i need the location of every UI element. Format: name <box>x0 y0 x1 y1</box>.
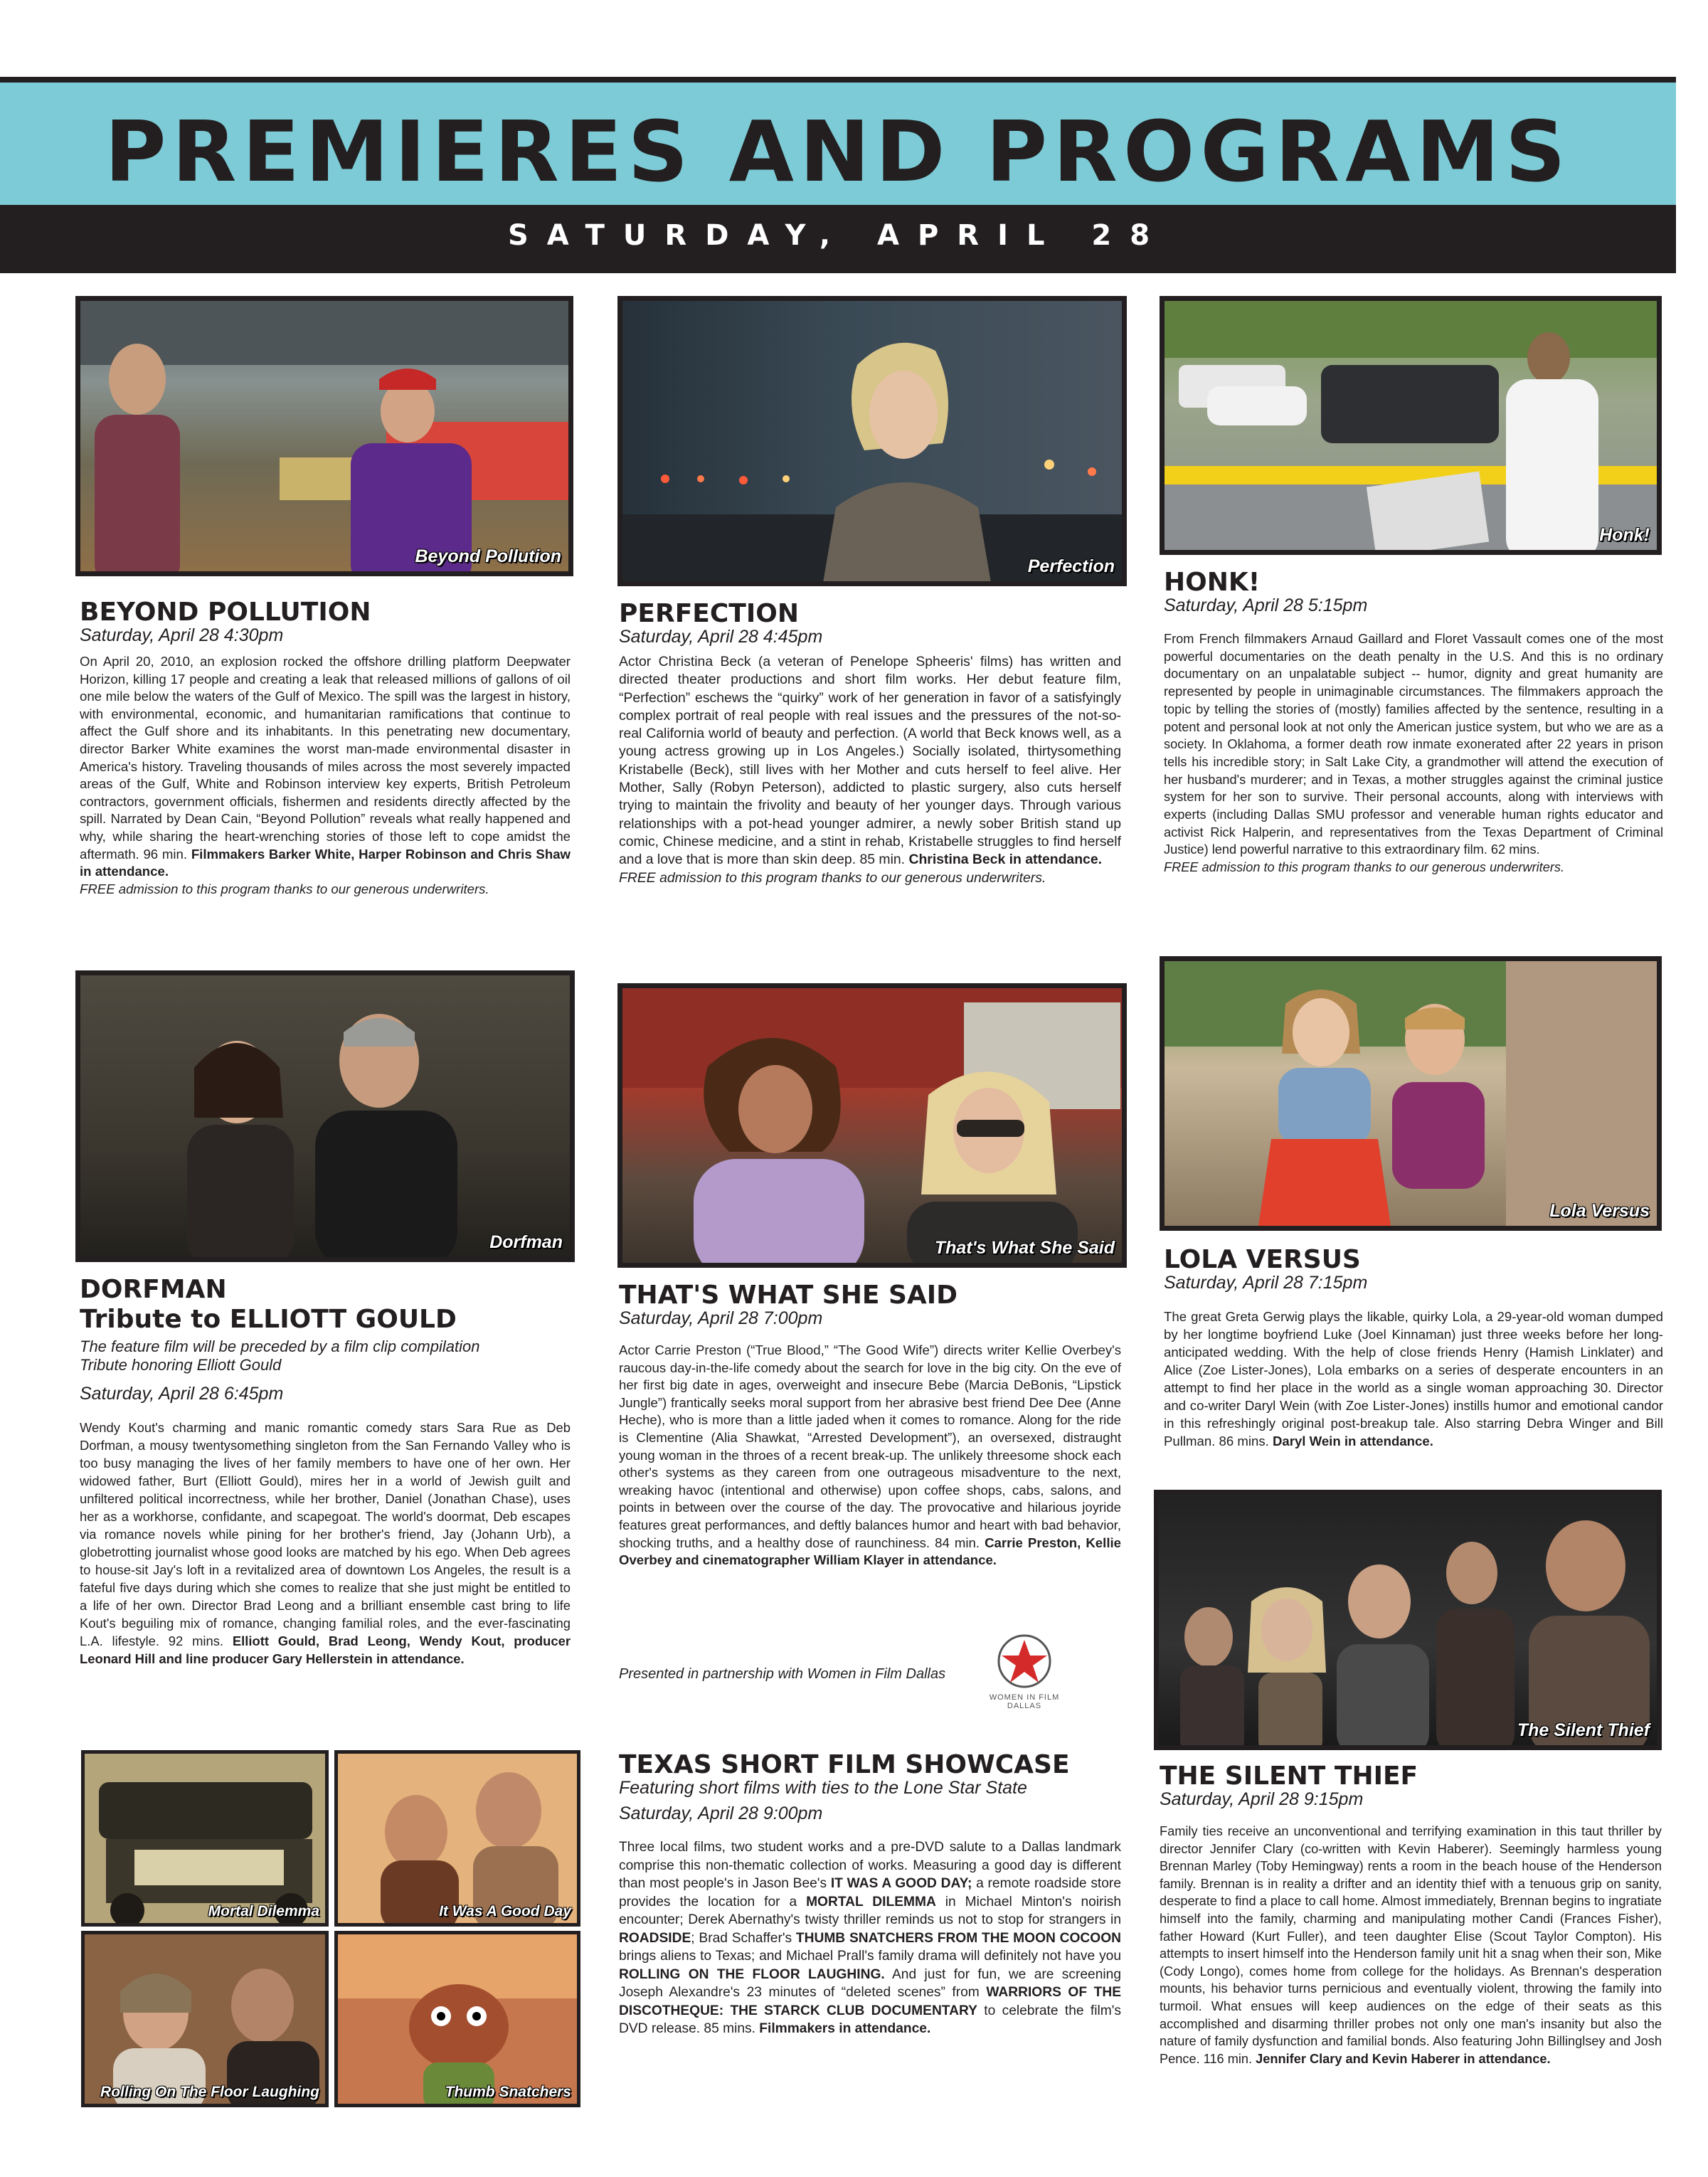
beyond-pollution-photo <box>75 296 573 576</box>
perfection-time: Saturday, April 28 4:45pm <box>619 627 823 647</box>
perfection-image <box>622 301 1127 586</box>
texas-film-mortal-dilemma: MORTAL DILEMMA <box>806 1894 936 1909</box>
mortal-dilemma-image <box>85 1754 329 1927</box>
silent-thief-time: Saturday, April 28 9:15pm <box>1160 1789 1364 1809</box>
beyond-pollution-caption: Beyond Pollution <box>415 546 561 566</box>
texas-film-rolling: ROLLING ON THE FLOOR LAUGHING. <box>619 1966 885 1982</box>
honk-photo <box>1160 296 1662 555</box>
beyond-pollution-description <box>80 653 571 898</box>
perfection-note: FREE admission to this program thanks to our generous underwriters. <box>619 869 1046 886</box>
women-in-film-star-icon <box>996 1633 1053 1690</box>
perfection-description <box>619 653 1121 887</box>
honk-text: From French filmmakers Arnaud Gaillard and Floret Vassault comes one of the most powerful documentaries on the death penalty in the U.S. And this is no ordinary documentary on an unpalatable subject -- humor, dignity and great humanity are represented by people in unimaginable circumstances. The filmmakers approach the topic by telling the stories of (mostly) families affected by the sentence, resulting in a potent and personal look at not only the American justice system, but who we are as a society. In Oklahoma, a former death row inmate exonerated after 22 years in prison tells his incredible story; in Salt Lake City, a grandmother will attend the execution of her husband's murderer; and in Texas, a mother struggles against the criminal justice system for her son to survive. Their personal accounts, along with interviews with experts (including Dallas SMU professor and venerable human rights educator and activist Rick Halperin, and representatives from the Texas Department of Criminal Justice) lend powerful narrative to this extraordinary film. 62 mins. <box>1164 632 1663 857</box>
texas-showcase-title: TEXAS SHORT FILM SHOWCASE <box>619 1750 1070 1779</box>
thats-what-she-said-title: THAT'S WHAT SHE SAID <box>619 1281 958 1310</box>
texas-showcase-subtitle: Featuring short films with ties to the Lone Star State <box>619 1778 1027 1798</box>
thats-what-she-said-image <box>622 988 1127 1268</box>
dorfman-image <box>80 975 575 1262</box>
dorfman-description <box>80 1419 571 1668</box>
beyond-pollution-text: On April 20, 2010, an explosion rocked the offshore drilling platform Deepwater Horizon, killing 17 people and creating a leak that released millions of gallons of oil one mile below the waters of the Gulf of Mexico. The spill was the largest in history, with environmental, economic, and humanitarian ramifications that continue to affect the Gulf shore and its inhabitants. In this penetrating new documentary, director Barker White examines the worst man-made environmental disaster in America's history. Traveling thousands of miles across the most severely impacted areas of the Gulf, White and Robinson interview key experts, British Petroleum contractors, government officials, fishermen and residents directly affected by the spill. Narrated by Dean Cain, “Beyond Pollution” reveals what really happened and why, while sharing the heart-wrenching stories of those left to cope amidst the aftermath. 96 min. <box>80 654 571 862</box>
honk-image <box>1165 301 1662 555</box>
lola-versus-caption: Lola Versus <box>1549 1201 1650 1221</box>
mortal-dilemma-photo <box>81 1750 329 1927</box>
texas-film-thumb-snatchers: THUMB SNATCHERS FROM THE MOON COCOON <box>795 1930 1121 1946</box>
silent-thief-text: Family ties receive an unconventional and terrifying examination in this taut thriller by director Jennifer Clary (co-written with Kevin Haberer). Seemingly harmless young Brennan Marley (Toby Hemingway) rents a room in the beach house of the Henderson family. Brennan is in reality a drifter and an identity thief with a tenuous grip on sanity, desperate to find a place to call home. Almost immediately, Brennan begins to ingratiate himself into the family, charming and manipulating mother Candi (Frances Fisher), father Howard (Kurt Fuller), and teen daughter Elise (Scout Taylor Compton). His attempts to insert himself into the Henderson family unit hit a snag when their son, Mike (Cody Longo), comes home from college for the holidays. As Brennan's desperation mounts, his behavior turns pernicious and eventually violent, throwing the family into turmoil. What ensues will keep audiences on the edge of their seats as this accomplished and disarming thriller probes not only one man's insanity but also the nature of family dysfunction and familial bonds. Also featuring John Billinglsey and Josh Pence. 116 min. <box>1160 1824 1662 2066</box>
silent-thief-description <box>1160 1823 1662 2067</box>
thats-what-she-said-photo <box>617 983 1127 1268</box>
rolling-on-the-floor-laughing-photo <box>81 1931 329 2107</box>
silent-thief-attendance: Jennifer Clary and Kevin Haberer in attendance. <box>1256 2051 1551 2066</box>
lola-versus-title: LOLA VERSUS <box>1164 1245 1361 1274</box>
honk-caption: Honk! <box>1599 525 1650 545</box>
women-in-film-logo <box>982 1633 1067 1711</box>
lola-versus-attendance: Daryl Wein in attendance. <box>1272 1434 1433 1448</box>
it-was-a-good-day-image <box>338 1754 580 1927</box>
perfection-title: PERFECTION <box>619 599 799 628</box>
lola-versus-image <box>1165 961 1662 1231</box>
beyond-pollution-title: BEYOND POLLUTION <box>80 598 371 627</box>
thats-what-she-said-text: Actor Carrie Preston (“True Blood,” “The Good Wife”) directs writer Kellie Overbey's raucous day-in-the-life comedy about the search for love in the big city. On the eve of her first big date in ages, overweight and insecure Bebe (Marcia DeBonis, “Lipstick Jungle”) frantically seeks moral support from her abrasive best friend Dee Dee (Anne Heche), who is more than a little jaded when it comes to romance. Along for the ride is Clementine (Alia Shawkat, “Arrested Development”), an oversexed, distraught young woman in the throes of a recent break-up. The unlikely threesome shock each other's systems as they careen from one outrageous misadventure to the next, wreaking havoc (intentional and otherwise) upon coffee shops, cabs, salons, and points in between over the course of the day. The provocative and hilarious joyride features great performances, and deftly balances humor and heart with bad behavior, shocking truths, and a healthy dose of raunchiness. 84 min. <box>619 1342 1121 1550</box>
women-in-film-logo-text: WOMEN IN FILM <box>989 1693 1060 1702</box>
thumb-snatchers-image <box>338 1934 580 2107</box>
dorfman-title-tribute: Tribute to ELLIOTT GOULD <box>80 1305 457 1334</box>
it-was-a-good-day-photo <box>334 1750 580 1927</box>
date-band <box>0 205 1676 273</box>
dorfman-prelude-2: Tribute honoring Elliott Gould <box>80 1356 282 1374</box>
dorfman-attendance: Elliott Gould, Brad Leong, Wendy Kout, producer Leonard Hill and line producer Gary Hellerstein in attendance. <box>80 1633 571 1666</box>
mortal-dilemma-caption: Mortal Dilemma <box>208 1903 319 1919</box>
perfection-attendance: Christina Beck in attendance. <box>908 852 1102 868</box>
texas-text-3: in Michael Minton's noirish encounter; Derek Abernathy's twisty thriller reminds us not to stop for strangers in <box>619 1894 1122 1927</box>
silent-thief-photo <box>1154 1490 1662 1750</box>
lola-versus-time: Saturday, April 28 7:15pm <box>1164 1273 1368 1293</box>
lola-versus-description <box>1164 1308 1663 1450</box>
honk-description <box>1164 630 1663 876</box>
lola-versus-text: The great Greta Gerwig plays the likable, quirky Lola, a 29-year-old woman dumped by her longtime boyfriend Luke (Joel Kinnaman) just three weeks before her long-anticipated wedding. With the help of close friends Henry (Hamish Linklater) and Alice (Zoe Lister-Jones), Lola embarks on a series of desperate encounters in an attempt to find her place in the world as a single woman approaching 30. Director and co-writer Daryl Wein (with Zoe Lister-Jones) instills humor and emotional candor in this refreshingly original post-breakup tale. Also starring Debra Winger and Bill Pullman. 86 mins. <box>1164 1309 1663 1448</box>
texas-showcase-time: Saturday, April 28 9:00pm <box>619 1803 823 1823</box>
perfection-caption: Perfection <box>1027 556 1115 576</box>
lola-versus-photo <box>1160 956 1662 1231</box>
texas-text-5: brings aliens to Texas; and Michael Prall's family drama will definitely not have you <box>619 1949 1121 1964</box>
dorfman-text: Wendy Kout's charming and manic romantic comedy stars Sara Rue as Deb Dorfman, a mousy twentysomething singleton from the San Fernando Valley who is too busy managing the lives of her family members to have one of her own. Her widowed father, Burt (Elliott Gould), mires her in a world of Jewish guilt and unfiltered political incorrectness, while her brother, Daniel (Jonathan Chase), uses her as a workhorse, confidante, and scapegoat. The world's doormat, Deb escapes via romance novels while pining for her brother's friend, Jay (Johann Urb), a globetrotting journalist whose good looks are matched by his ego. When Deb agrees to house-sit Jay's loft in a revitalized area of downtown Los Angeles, the result is a fateful five days during which she comes to realize that she just might be entitled to a life of her own. Director Brad Leong and a brilliant ensemble cast bring to life Kout's beguiling mix of romance, changing familial roles, and the ever-fascinating L.A. lifestyle. 92 mins. <box>80 1420 571 1648</box>
rolling-on-the-floor-laughing-image <box>85 1934 329 2107</box>
texas-film-roadside: ROADSIDE <box>619 1930 691 1946</box>
beyond-pollution-attendance: Filmmakers Barker White, Harper Robinson and Chris Shaw in attendance. <box>80 846 571 879</box>
women-in-film-partnership: Presented in partnership with Women in Film Dallas <box>619 1666 946 1682</box>
thats-what-she-said-time: Saturday, April 28 7:00pm <box>619 1308 823 1328</box>
silent-thief-title: THE SILENT THIEF <box>1160 1762 1418 1791</box>
texas-showcase-attendance: Filmmakers in attendance. <box>759 2021 931 2036</box>
women-in-film-logo-sub: DALLAS <box>1007 1702 1042 1710</box>
texas-film-good-day: IT WAS A GOOD DAY; <box>830 1876 972 1891</box>
it-was-a-good-day-caption: It Was A Good Day <box>439 1903 571 1919</box>
texas-text-7: to celebrate the film's DVD release. 85 mins. <box>619 2003 1121 2036</box>
silent-thief-image <box>1159 1495 1662 1750</box>
perfection-photo <box>617 296 1127 586</box>
beyond-pollution-image <box>80 301 573 576</box>
thumb-snatchers-caption: Thumb Snatchers <box>445 2084 571 2100</box>
dorfman-title: DORFMAN <box>80 1275 227 1304</box>
honk-title: HONK! <box>1164 568 1261 597</box>
page-title: PREMIERES AND PROGRAMS <box>105 102 1571 201</box>
rolling-on-the-floor-laughing-caption: Rolling On The Floor Laughing <box>100 2084 319 2100</box>
dorfman-photo <box>75 970 575 1262</box>
dorfman-caption: Dorfman <box>489 1232 563 1252</box>
texas-text-2: a remote roadside store provides the location for a <box>619 1876 1121 1909</box>
page-date: SATURDAY, APRIL 28 <box>507 219 1169 252</box>
thats-what-she-said-description <box>619 1342 1121 1569</box>
beyond-pollution-note: FREE admission to this program thanks to our generous underwriters. <box>80 881 489 896</box>
honk-note: FREE admission to this program thanks to our generous underwriters. <box>1164 860 1565 875</box>
perfection-text: Actor Christina Beck (a veteran of Penelope Spheeris' films) has written and directed theater productions and short film works. Her debut feature film, “Perfection” eschews the “quirky” work of her generation in favor of a satisfyingly complex portrait of real people with real issues and the pressures of the not-so-real California world of beauty and perfection. (A world that Beck knows well, as a young actress growing up in Los Angeles.) Socially isolated, thirtysomething Kristabelle (Beck), still lives with her Mother and cuts herself to feel alive. Her Mother, Sally (Robyn Peterson), addicted to plastic surgery, also cuts herself trying to maintain the frivolity and beauty of her younger days. Through various relationships with a pot-head younger admirer, a newly sober British stand up comic, Chinese medicine, and a stint in rehab, Kristabelle struggles to find herself and a love that is more than skin deep. 85 min. <box>619 654 1121 868</box>
texas-text-1: Three local films, two student works and a pre-DVD salute to a Dallas landmark comprise this non-thematic collection of works. Measuring a good day is different than most people's in Jason Bee's <box>619 1840 1121 1891</box>
texas-text-6: And just for fun, we are screening Joseph Alexandre's 23 minutes of “deleted scenes” from <box>619 1966 1121 2000</box>
texas-text-4: ; Brad Schaffer's <box>691 1930 796 1946</box>
dorfman-prelude-1: The feature film will be preceded by a film clip compilation <box>80 1338 480 1355</box>
dorfman-time: Saturday, April 28 6:45pm <box>80 1384 284 1404</box>
honk-time: Saturday, April 28 5:15pm <box>1164 595 1368 615</box>
title-band <box>0 77 1676 205</box>
texas-showcase-description <box>619 1838 1121 2038</box>
thats-what-she-said-caption: That's What She Said <box>934 1238 1115 1258</box>
silent-thief-caption: The Silent Thief <box>1517 1720 1650 1740</box>
beyond-pollution-time: Saturday, April 28 4:30pm <box>80 625 284 645</box>
thumb-snatchers-photo <box>334 1931 580 2107</box>
thats-what-she-said-attendance: Carrie Preston, Kellie Overbey and cinematographer William Klayer in attendance. <box>619 1535 1121 1568</box>
texas-film-warriors: WARRIORS OF THE DISCOTHEQUE: THE STARCK CLUB DOCUMENTARY <box>619 1985 1122 2018</box>
